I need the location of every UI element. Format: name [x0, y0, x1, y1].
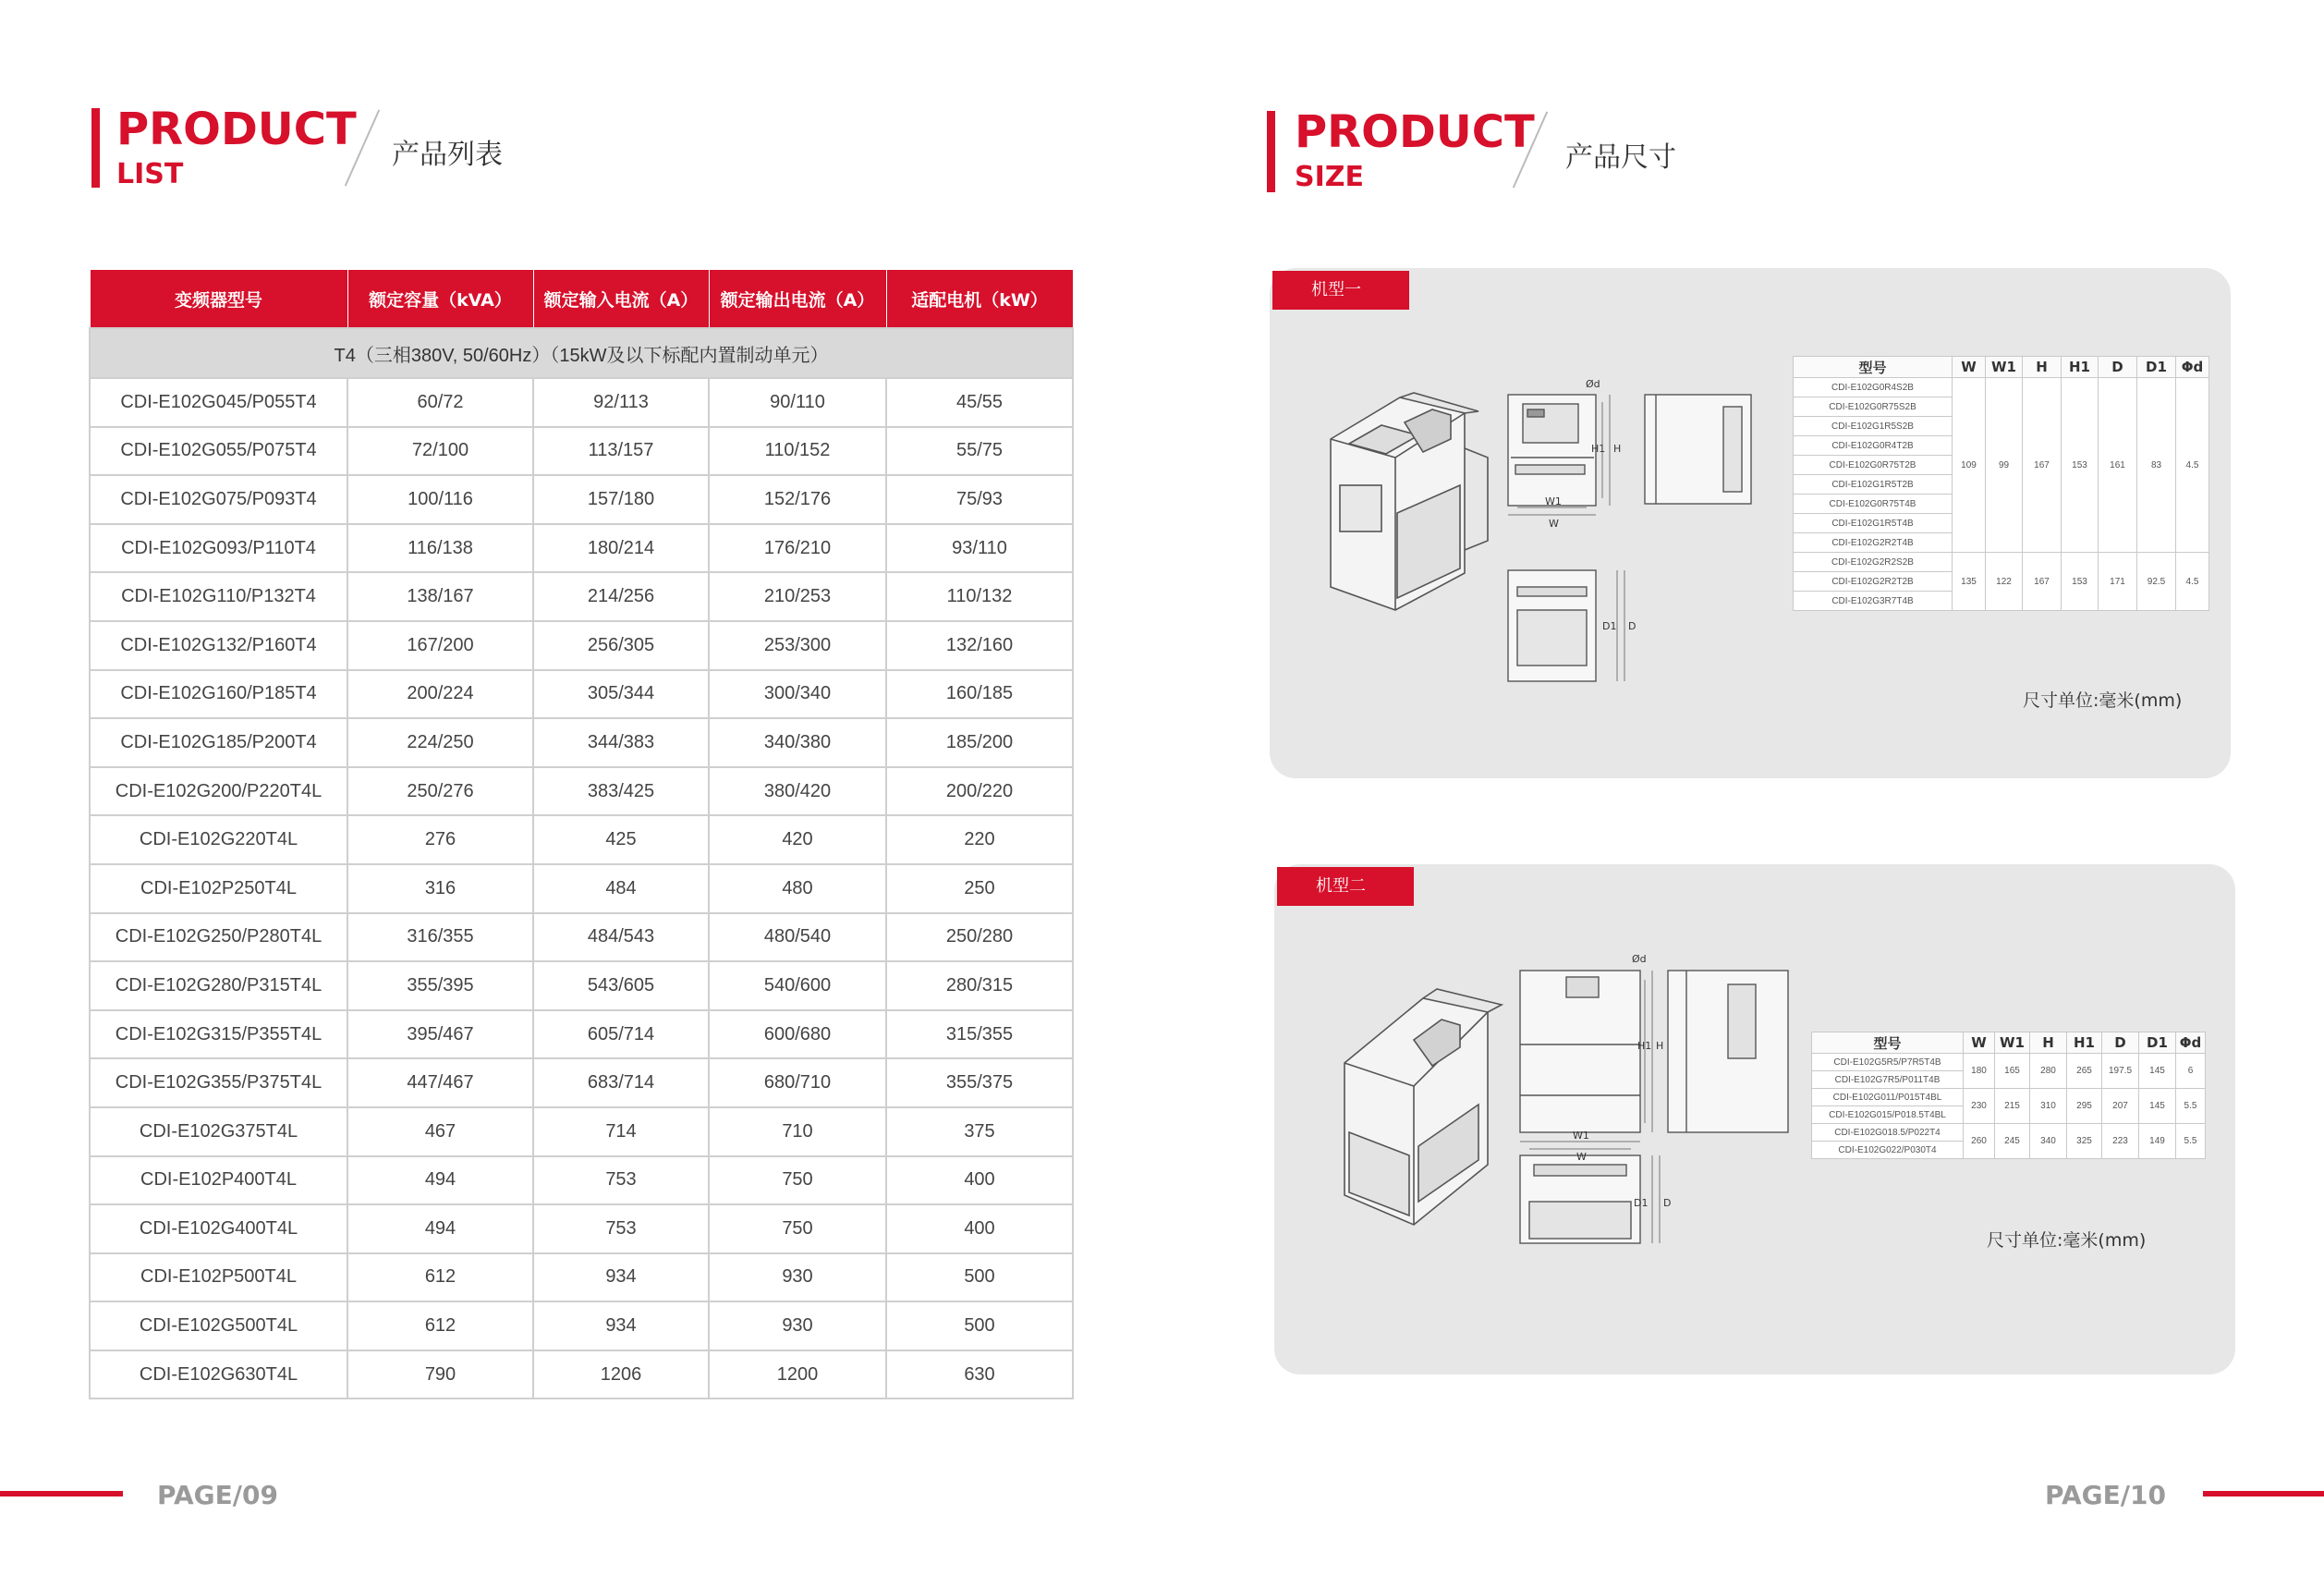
col-header-capacity: 额定容量（kVA）	[347, 270, 533, 329]
table-row	[90, 1010, 1073, 1059]
size-table-row	[1812, 1124, 2206, 1142]
dim-label-d-2: D	[1663, 1197, 1672, 1209]
dim-label-h1-1: H1	[1591, 443, 1606, 455]
cell-model: CDI-E102P400T4L	[90, 1156, 347, 1205]
size-value-cell: 145	[2139, 1089, 2176, 1124]
size-table-type-2	[1811, 1032, 2206, 1159]
cell-capacity: 790	[347, 1350, 533, 1399]
product-list-table	[89, 269, 1074, 1399]
size-value-cell: 280	[2030, 1054, 2067, 1089]
table-row	[90, 864, 1073, 913]
cell-model: CDI-E102G220T4L	[90, 815, 347, 864]
cell-motor: 220	[886, 815, 1073, 864]
cell-capacity: 494	[347, 1156, 533, 1205]
cell-model: CDI-E102G132/P160T4	[90, 621, 347, 670]
size-model-cell: CDI-E102G011/P015T4BL	[1812, 1089, 1964, 1106]
size-value-cell: 153	[2062, 553, 2099, 611]
cell-input-current: 256/305	[533, 621, 709, 670]
footer-page-right: PAGE/10	[2045, 1480, 2166, 1510]
cell-capacity: 224/250	[347, 718, 533, 767]
table-row	[90, 670, 1073, 719]
size-value-cell: 310	[2030, 1089, 2067, 1124]
cell-model: CDI-E102G630T4L	[90, 1350, 347, 1399]
size-col-header: D1	[2139, 1032, 2176, 1054]
dim-label-d1-2: D1	[1634, 1197, 1649, 1209]
cell-capacity: 355/395	[347, 961, 533, 1010]
dim-label-od-1: Ød	[1586, 378, 1600, 390]
cell-input-current: 683/714	[533, 1058, 709, 1107]
cell-capacity: 116/138	[347, 524, 533, 573]
table-row	[90, 427, 1073, 476]
cell-motor: 375	[886, 1107, 1073, 1156]
size-value-cell: 245	[1995, 1124, 2030, 1159]
cell-capacity: 60/72	[347, 378, 533, 427]
cell-motor: 400	[886, 1204, 1073, 1253]
right-header-bar	[1267, 111, 1275, 192]
col-header-output-current: 额定输出电流（A）	[709, 270, 886, 329]
col-header-model: 变频器型号	[90, 270, 347, 329]
table-row	[90, 524, 1073, 573]
cell-output-current: 253/300	[709, 621, 886, 670]
cell-output-current: 750	[709, 1204, 886, 1253]
cell-model: CDI-E102G375T4L	[90, 1107, 347, 1156]
drive-drawing-type-2	[1321, 947, 1802, 1252]
size-model-cell: CDI-E102G1R5T2B	[1794, 475, 1953, 495]
size-value-cell: 5.5	[2176, 1089, 2206, 1124]
size-value-cell: 207	[2102, 1089, 2139, 1124]
size-col-header: W1	[1995, 1032, 2030, 1054]
size-value-cell: 165	[1995, 1054, 2030, 1089]
bottom-view-2	[1520, 1155, 1640, 1243]
cell-model: CDI-E102G200/P220T4L	[90, 767, 347, 816]
cell-motor: 185/200	[886, 718, 1073, 767]
table-row	[90, 961, 1073, 1010]
section-row	[90, 328, 1073, 378]
cell-input-current: 157/180	[533, 475, 709, 524]
table-row	[90, 718, 1073, 767]
table-row	[90, 767, 1073, 816]
cell-capacity: 612	[347, 1301, 533, 1350]
cell-input-current: 934	[533, 1301, 709, 1350]
size-model-cell: CDI-E102G0R75T2B	[1794, 456, 1953, 475]
cell-model: CDI-E102G045/P055T4	[90, 378, 347, 427]
cell-model: CDI-E102G055/P075T4	[90, 427, 347, 476]
cell-motor: 160/185	[886, 670, 1073, 719]
cell-output-current: 152/176	[709, 475, 886, 524]
size-model-cell: CDI-E102G2R2S2B	[1794, 553, 1953, 572]
size-col-header: D1	[2137, 357, 2176, 378]
cell-model: CDI-E102G355/P375T4L	[90, 1058, 347, 1107]
size-table-type-1	[1793, 356, 2209, 611]
size-model-cell: CDI-E102G2R2T2B	[1794, 572, 1953, 592]
size-table-row	[1794, 378, 2209, 397]
cell-motor: 630	[886, 1350, 1073, 1399]
cell-capacity: 612	[347, 1253, 533, 1302]
size-col-header: W1	[1986, 357, 2023, 378]
size-model-cell: CDI-E102G5R5/P7R5T4B	[1812, 1054, 1964, 1071]
cell-capacity: 100/116	[347, 475, 533, 524]
size-model-cell: CDI-E102G018.5/P022T4	[1812, 1124, 1964, 1142]
size-table-row	[1812, 1089, 2206, 1106]
side-view-1	[1645, 395, 1751, 504]
left-header-cn: 产品列表	[392, 139, 503, 171]
size-value-cell: 83	[2137, 378, 2176, 553]
dim-label-w-1: W	[1549, 518, 1559, 530]
size-value-cell: 4.5	[2176, 378, 2209, 553]
cell-output-current: 300/340	[709, 670, 886, 719]
table-row	[90, 378, 1073, 427]
cell-capacity: 167/200	[347, 621, 533, 670]
size-col-header: Φd	[2176, 1032, 2206, 1054]
size-value-cell: 197.5	[2102, 1054, 2139, 1089]
dim-label-h-1: H	[1613, 443, 1622, 455]
size-model-cell: CDI-E102G0R75T4B	[1794, 495, 1953, 514]
cell-input-current: 753	[533, 1156, 709, 1205]
cell-model: CDI-E102G110/P132T4	[90, 572, 347, 621]
cell-output-current: 600/680	[709, 1010, 886, 1059]
size-model-cell: CDI-E102G1R5T4B	[1794, 514, 1953, 533]
cell-capacity: 467	[347, 1107, 533, 1156]
dim-label-w1-2: W1	[1573, 1130, 1589, 1142]
size-value-cell: 180	[1964, 1054, 1995, 1089]
size-value-cell: 135	[1953, 553, 1986, 611]
cell-input-current: 214/256	[533, 572, 709, 621]
footer-page-left: PAGE/09	[157, 1480, 278, 1510]
cell-model: CDI-E102G250/P280T4L	[90, 913, 347, 962]
cell-capacity: 200/224	[347, 670, 533, 719]
size-value-cell: 92.5	[2137, 553, 2176, 611]
table-row	[90, 1204, 1073, 1253]
cell-input-current: 305/344	[533, 670, 709, 719]
dim-label-d-1: D	[1628, 620, 1637, 632]
table-row	[90, 1350, 1073, 1399]
size-model-cell: CDI-E102G2R2T4B	[1794, 533, 1953, 553]
size-col-header: H1	[2067, 1032, 2102, 1054]
col-header-motor: 适配电机（kW）	[886, 270, 1073, 329]
cell-model: CDI-E102G075/P093T4	[90, 475, 347, 524]
size-col-header: W	[1964, 1032, 1995, 1054]
size-col-header: H	[2023, 357, 2062, 378]
cell-model: CDI-E102P500T4L	[90, 1253, 347, 1302]
size-value-cell: 215	[1995, 1089, 2030, 1124]
size-model-cell: CDI-E102G015/P018.5T4BL	[1812, 1106, 1964, 1124]
size-value-cell: 167	[2023, 553, 2062, 611]
cell-motor: 55/75	[886, 427, 1073, 476]
size-value-cell: 223	[2102, 1124, 2139, 1159]
cell-capacity: 447/467	[347, 1058, 533, 1107]
cell-model: CDI-E102G185/P200T4	[90, 718, 347, 767]
cell-output-current: 710	[709, 1107, 886, 1156]
cell-capacity: 316/355	[347, 913, 533, 962]
dim-label-od-2: Ød	[1632, 953, 1647, 965]
size-value-cell: 4.5	[2176, 553, 2209, 611]
size-value-cell: 109	[1953, 378, 1986, 553]
size-model-cell: CDI-E102G0R4S2B	[1794, 378, 1953, 397]
cell-motor: 45/55	[886, 378, 1073, 427]
cell-model: CDI-E102P250T4L	[90, 864, 347, 913]
cell-output-current: 210/253	[709, 572, 886, 621]
cell-output-current: 340/380	[709, 718, 886, 767]
size-col-header: W	[1953, 357, 1986, 378]
size-value-cell: 145	[2139, 1054, 2176, 1089]
left-header-title: PRODUCT	[116, 104, 357, 155]
cell-model: CDI-E102G500T4L	[90, 1301, 347, 1350]
cell-model: CDI-E102G315/P355T4L	[90, 1010, 347, 1059]
size-model-cell: CDI-E102G022/P030T4	[1812, 1142, 1964, 1159]
size-unit-label-2: 尺寸单位:毫米(mm)	[1987, 1230, 2147, 1251]
cell-capacity: 250/276	[347, 767, 533, 816]
cell-capacity: 316	[347, 864, 533, 913]
cell-motor: 280/315	[886, 961, 1073, 1010]
size-table-row	[1794, 553, 2209, 572]
cell-motor: 200/220	[886, 767, 1073, 816]
cell-capacity: 494	[347, 1204, 533, 1253]
size-value-cell: 161	[2099, 378, 2137, 553]
size-model-cell: CDI-E102G0R75S2B	[1794, 397, 1953, 417]
cell-input-current: 714	[533, 1107, 709, 1156]
cell-motor: 93/110	[886, 524, 1073, 573]
size-model-cell: CDI-E102G0R4T2B	[1794, 436, 1953, 456]
cell-input-current: 383/425	[533, 767, 709, 816]
table-row	[90, 1058, 1073, 1107]
cell-input-current: 425	[533, 815, 709, 864]
cell-input-current: 543/605	[533, 961, 709, 1010]
cell-output-current: 480/540	[709, 913, 886, 962]
size-unit-label-1: 尺寸单位:毫米(mm)	[2023, 690, 2183, 711]
left-header-subtitle: LIST	[116, 158, 184, 190]
cell-output-current: 540/600	[709, 961, 886, 1010]
cell-input-current: 753	[533, 1204, 709, 1253]
side-view-2	[1668, 971, 1788, 1132]
cell-model: CDI-E102G093/P110T4	[90, 524, 347, 573]
size-table-header-row	[1794, 357, 2209, 378]
cell-capacity: 72/100	[347, 427, 533, 476]
cell-motor: 250/280	[886, 913, 1073, 962]
cell-output-current: 930	[709, 1253, 886, 1302]
cell-output-current: 930	[709, 1301, 886, 1350]
cell-motor: 132/160	[886, 621, 1073, 670]
size-value-cell: 122	[1986, 553, 2023, 611]
size-value-cell: 260	[1964, 1124, 1995, 1159]
cell-output-current: 110/152	[709, 427, 886, 476]
size-panel-2-tag: 机型二	[1277, 867, 1414, 906]
size-value-cell: 5.5	[2176, 1124, 2206, 1159]
cell-input-current: 1206	[533, 1350, 709, 1399]
front-view-2	[1520, 971, 1640, 1132]
dim-label-h-2: H	[1656, 1040, 1664, 1052]
size-model-cell: CDI-E102G7R5/P011T4B	[1812, 1071, 1964, 1089]
size-value-cell: 149	[2139, 1124, 2176, 1159]
cell-capacity: 395/467	[347, 1010, 533, 1059]
cell-capacity: 138/167	[347, 572, 533, 621]
cell-motor: 400	[886, 1156, 1073, 1205]
cell-motor: 250	[886, 864, 1073, 913]
bottom-view-1	[1508, 570, 1596, 681]
dim-label-h1-2: H1	[1637, 1040, 1652, 1052]
size-value-cell: 153	[2062, 378, 2099, 553]
size-col-header: H1	[2062, 357, 2099, 378]
cell-output-current: 176/210	[709, 524, 886, 573]
size-panel-1-tag: 机型一	[1272, 271, 1409, 310]
product-list-header-row	[90, 270, 1073, 329]
table-row	[90, 913, 1073, 962]
size-value-cell: 265	[2067, 1054, 2102, 1089]
table-row	[90, 1156, 1073, 1205]
cell-input-current: 934	[533, 1253, 709, 1302]
footer-line-left	[0, 1491, 123, 1496]
table-row	[90, 572, 1073, 621]
left-header-bar	[91, 108, 100, 188]
size-value-cell: 295	[2067, 1089, 2102, 1124]
size-table-row	[1812, 1054, 2206, 1071]
right-header-subtitle: SIZE	[1295, 161, 1365, 193]
cell-input-current: 92/113	[533, 378, 709, 427]
cell-input-current: 484/543	[533, 913, 709, 962]
size-value-cell: 167	[2023, 378, 2062, 553]
cell-capacity: 276	[347, 815, 533, 864]
dim-label-d1-1: D1	[1602, 620, 1617, 632]
cell-output-current: 90/110	[709, 378, 886, 427]
size-table-header-row	[1812, 1032, 2206, 1054]
size-col-header: D	[2102, 1032, 2139, 1054]
cell-model: CDI-E102G400T4L	[90, 1204, 347, 1253]
cell-motor: 500	[886, 1301, 1073, 1350]
size-col-header: D	[2099, 357, 2137, 378]
cell-output-current: 1200	[709, 1350, 886, 1399]
table-row	[90, 1253, 1073, 1302]
drive-drawing-type-1	[1312, 356, 1793, 689]
table-row	[90, 1301, 1073, 1350]
col-header-input-current: 额定输入电流（A）	[533, 270, 709, 329]
table-row	[90, 1107, 1073, 1156]
size-col-header: H	[2030, 1032, 2067, 1054]
size-col-header: Φd	[2176, 357, 2209, 378]
size-value-cell: 340	[2030, 1124, 2067, 1159]
cell-output-current: 750	[709, 1156, 886, 1205]
size-col-header: 型号	[1812, 1032, 1964, 1054]
cell-output-current: 380/420	[709, 767, 886, 816]
size-model-cell: CDI-E102G1R5S2B	[1794, 417, 1953, 436]
cell-motor: 500	[886, 1253, 1073, 1302]
section-label: T4（三相380V, 50/60Hz）（15kW及以下标配内置制动单元）	[90, 328, 1073, 378]
size-value-cell: 325	[2067, 1124, 2102, 1159]
cell-input-current: 605/714	[533, 1010, 709, 1059]
right-header-title: PRODUCT	[1295, 106, 1535, 158]
dim-label-w-2: W	[1576, 1151, 1587, 1163]
size-model-cell: CDI-E102G3R7T4B	[1794, 592, 1953, 611]
cell-model: CDI-E102G280/P315T4L	[90, 961, 347, 1010]
size-value-cell: 171	[2099, 553, 2137, 611]
size-value-cell: 99	[1986, 378, 2023, 553]
table-row	[90, 815, 1073, 864]
cell-output-current: 680/710	[709, 1058, 886, 1107]
cell-input-current: 180/214	[533, 524, 709, 573]
dim-label-w1-1: W1	[1545, 495, 1562, 507]
size-col-header: 型号	[1794, 357, 1953, 378]
cell-input-current: 484	[533, 864, 709, 913]
footer-line-right	[2203, 1491, 2324, 1496]
size-value-cell: 230	[1964, 1089, 1995, 1124]
table-row	[90, 621, 1073, 670]
cell-motor: 110/132	[886, 572, 1073, 621]
cell-output-current: 480	[709, 864, 886, 913]
front-view-1	[1508, 395, 1596, 506]
cell-output-current: 420	[709, 815, 886, 864]
cell-motor: 355/375	[886, 1058, 1073, 1107]
cell-motor: 75/93	[886, 475, 1073, 524]
size-value-cell: 6	[2176, 1054, 2206, 1089]
right-header-cn: 产品尺寸	[1565, 141, 1676, 174]
table-row	[90, 475, 1073, 524]
cell-model: CDI-E102G160/P185T4	[90, 670, 347, 719]
cell-input-current: 344/383	[533, 718, 709, 767]
cell-input-current: 113/157	[533, 427, 709, 476]
cell-motor: 315/355	[886, 1010, 1073, 1059]
